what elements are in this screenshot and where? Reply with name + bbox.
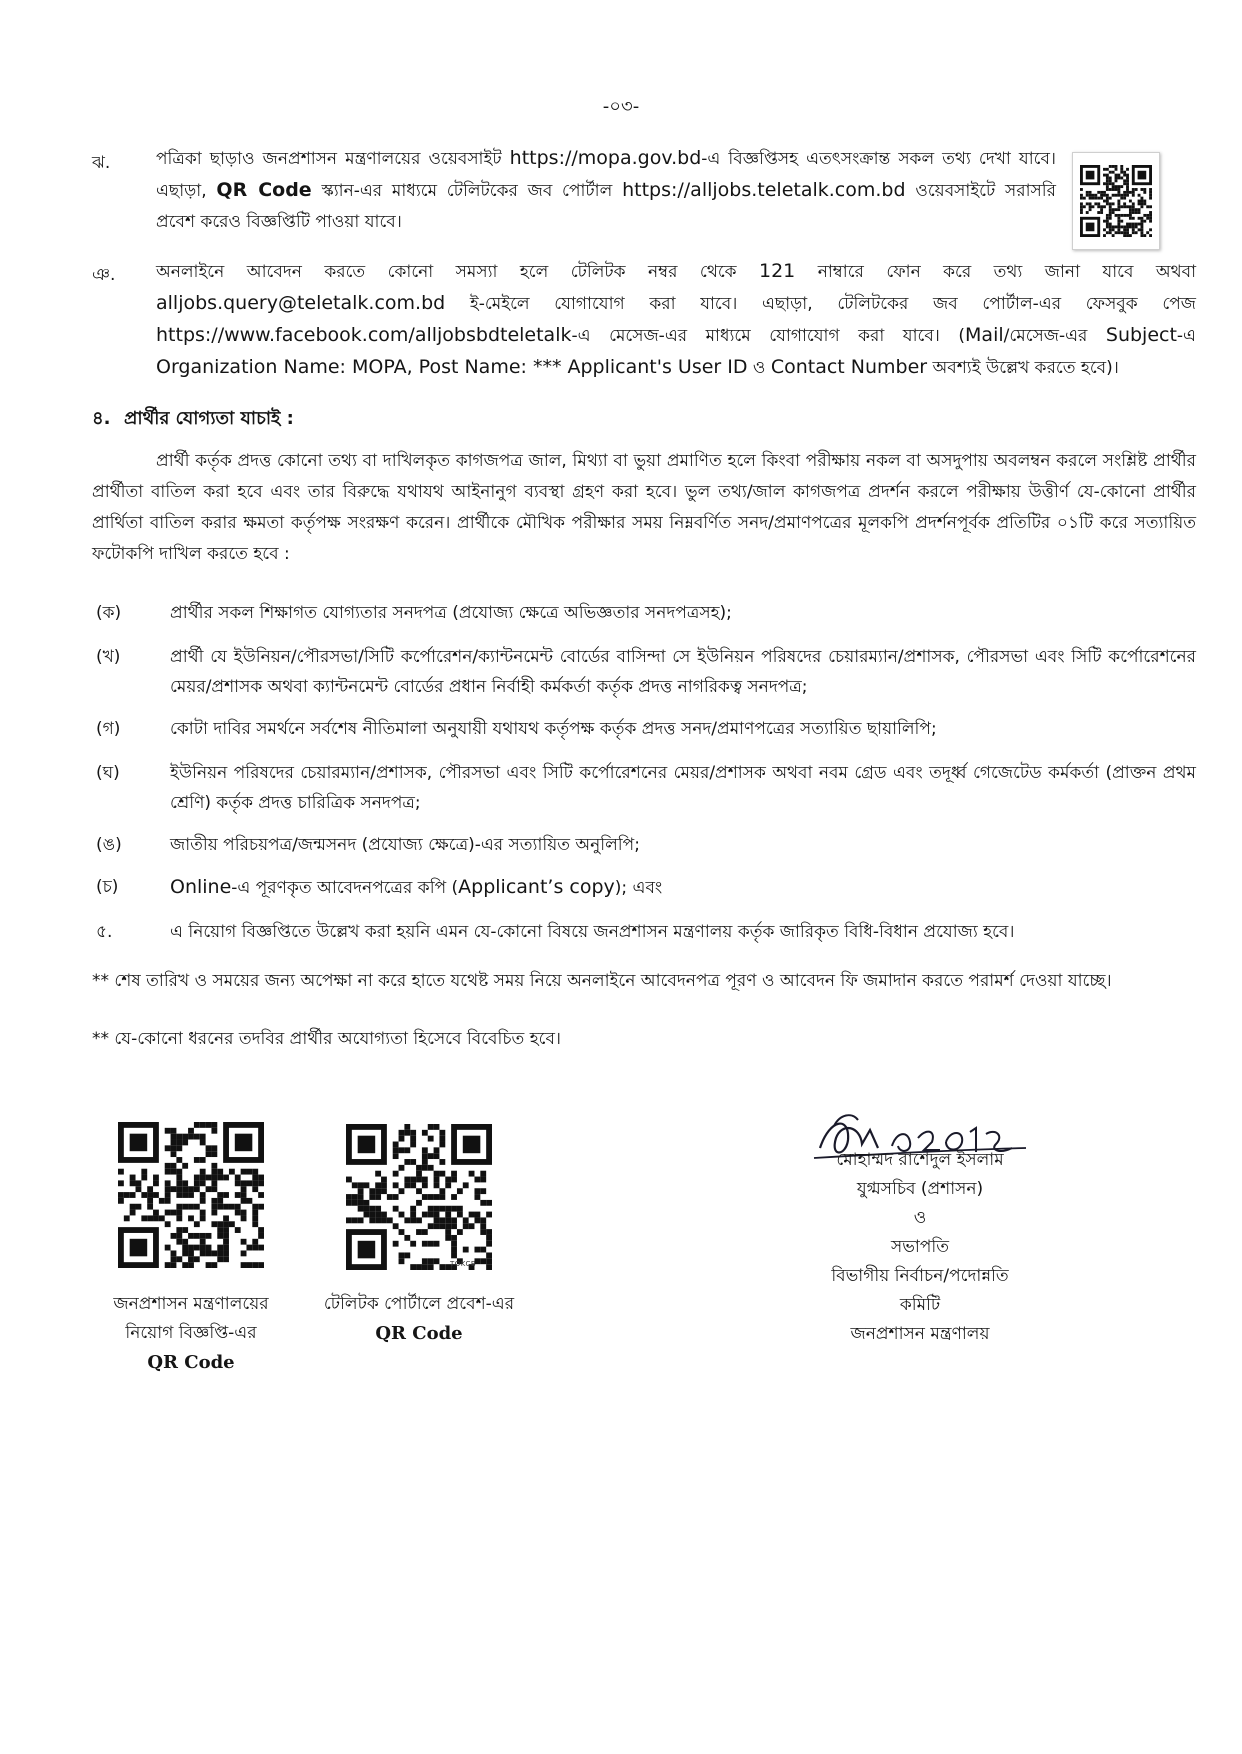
teletalk-qr-caption-line1: টেলিটক পোর্টালে প্রবেশ-এর — [323, 1294, 515, 1314]
section-4-title: প্রার্থীর যোগ্যতা যাচাই : — [124, 408, 294, 429]
teletalk-qr-caption-label: QR Code — [375, 1323, 463, 1344]
signatory-name: মোহাম্মদ রাশেদুল ইসলাম — [836, 1150, 1004, 1170]
signatory-block — [810, 1146, 1030, 1349]
signatory-committee: বিভাগীয় নির্বাচন/পদোন্নতি কমিটি — [831, 1266, 1009, 1315]
signatory-ministry: জনপ্রশাসন মন্ত্রণালয় — [850, 1324, 990, 1344]
note-deadline: ** শেষ তারিখ ও সময়ের জন্য অপেক্ষা না করে হাতে যথেষ্ট সময় নিয়ে অনলাইনে আবেদনপত্র পূরণ ও আবেদন ফি জমাদান করতে পরামর্শ দেওয়া যাচ্ছে। — [92, 971, 1112, 991]
list-item-cha-label: (চ) — [96, 877, 119, 897]
item-jha-label: ঝ. — [92, 153, 111, 173]
qr-tag: TOKCB — [450, 1260, 477, 1268]
section-4-intro: প্রার্থী কর্তৃক প্রদত্ত কোনো তথ্য বা দাখিলকৃত কাগজপত্র জাল, মিথ্যা বা ভুয়া প্রমাণিত হলে কিংবা পরীক্ষায় নকল বা অসদুপায় অবলম্বন করলে সংশ্লিষ্ট প্রার্থীর প্রার্থীতা বাতিল করা হবে এবং তার বিরুদ্ধে যথাযথ আইনানুগ ব্যবস্থা গ্রহণ করা হবে। ভুল তথ্য/জাল কাগজপত্র প্রদর্শন করলে পরীক্ষায় উত্তীর্ণ যে-কোনো প্রার্থীর প্রার্থিতা বাতিল করার ক্ষমতা কর্তৃপক্ষ সংরক্ষণ করেন। প্রার্থীকে মৌখিক পরীক্ষার সময় নিম্নবর্ণিত সনদ/প্রমাণপত্রের মূলকপি প্রদর্শনপূর্বক প্রতিটির ০১টি করে সত্যায়িত ফটোকপি দাখিল করতে হবে : — [92, 451, 1196, 564]
section-5-text: এ নিয়োগ বিজ্ঞপ্তিতে উল্লেখ করা হয়নি এমন যে-কোনো বিষয়ে জনপ্রশাসন মন্ত্রণালয় কর্তৃক জারিকৃত বিধি-বিধান প্রযোজ্য হবে। — [170, 922, 1015, 942]
list-item-cha-text: Online-এ পূরণকৃত আবেদনপত্রের কপি (Applicant’s copy); এবং — [170, 876, 663, 898]
list-item-gha-label: (ঘ) — [96, 763, 120, 783]
teletalk-portal-qr-code — [346, 1124, 492, 1270]
list-item-kha-text: প্রার্থী যে ইউনিয়ন/পৌরসভা/সিটি কর্পোরেশন/ক্যান্টনমেন্ট বোর্ডের বাসিন্দা সে ইউনিয়ন পরিষদের চেয়ারম্যান/প্রশাসক, পৌরসভা এবং সিটি কর্পোরেশনের মেয়র/প্রশাসক অথবা ক্যান্টনমেন্ট বোর্ডের প্রধান নির্বাহী কর্মকর্তা কর্তৃক প্রদত্ত নাগরিকত্ব সনদপত্র; — [170, 647, 1196, 697]
list-item-ka-text: প্রার্থীর সকল শিক্ষাগত যোগ্যতার সনদপত্র (প্রযোজ্য ক্ষেত্রে অভিজ্ঞতার সনদপত্রসহ); — [170, 603, 732, 623]
list-item-ga-text: কোটা দাবির সমর্থনে সর্বশেষ নীতিমালা অনুযায়ী যথাযথ কর্তৃপক্ষ কর্তৃক প্রদত্ত সনদ/প্রমাণপত্রের সত্যায়িত ছায়ালিপি; — [170, 719, 937, 739]
mopa-qr-caption-line2: নিয়োগ বিজ্ঞপ্তি-এর — [125, 1323, 257, 1343]
mopa-qr-caption — [80, 1290, 302, 1377]
teletalk-qr-caption — [296, 1290, 542, 1348]
item-nya-label: ঞ. — [92, 265, 116, 285]
note-lobbying: ** যে-কোনো ধরনের তদবির প্রার্থীর অযোগ্যতা হিসেবে বিবেচিত হবে। — [92, 1029, 561, 1049]
signatory-designation: যুগ্মসচিব (প্রশাসন) — [856, 1179, 984, 1199]
mopa-qr-caption-label: QR Code — [147, 1352, 235, 1373]
item-nya-text: অনলাইনে আবেদন করতে কোনো সমস্যা হলে টেলিটক নম্বর থেকে 121 নাম্বারে ফোন করে তথ্য জানা যাবে অথবা alljobs.query@teletalk.com.bd ই-মেইলে যোগাযোগ করা যাবে। এছাড়া, টেলিটকের জব পোর্টাল-এর ফেসবুক পেজ https://www.facebook.com/alljobsbdteletalk-এ মেসেজ-এর মাধ্যমে যোগাযোগ করা যাবে। (Mail/মেসেজ-এর Subject-এ Organization Name: MOPA, Post Name: *** Applicant's User ID ও Contact Number অবশ্যই উল্লেখ করতে হবে)। — [156, 260, 1196, 378]
page-number: -০৩- — [602, 96, 640, 117]
list-item-ka-label: (ক) — [96, 603, 122, 623]
mopa-qr-caption-line1: জনপ্রশাসন মন্ত্রণালয়ের — [113, 1294, 269, 1314]
list-item-ga-label: (গ) — [96, 719, 121, 739]
list-item-uma-label: (ঙ) — [96, 835, 122, 855]
list-item-gha-text: ইউনিয়ন পরিষদের চেয়ারম্যান/প্রশাসক, পৌরসভা এবং সিটি কর্পোরেশনের মেয়র/প্রশাসক অথবা নবম গ্রেড এবং তদূর্ধ্ব গেজেটেড কর্মকর্তা (প্রাক্তন প্রথম শ্রেণি) কর্তৃক প্রদত্ত চারিত্রিক সনদপত্র; — [170, 763, 1196, 813]
list-item-uma-text: জাতীয় পরিচয়পত্র/জন্মসনদ (প্রযোজ্য ক্ষেত্রে)-এর সত্যায়িত অনুলিপি; — [170, 835, 640, 855]
mopa-notice-qr-code — [118, 1122, 264, 1268]
section-4-number: ৪. — [92, 408, 111, 429]
signatory-conjunction: ও — [913, 1208, 927, 1228]
signatory-role: সভাপতি — [891, 1237, 949, 1257]
mopa-website-qr-code — [1072, 152, 1160, 250]
list-item-kha-label: (খ) — [96, 647, 121, 667]
section-5-number: ৫. — [96, 922, 113, 942]
item-jha-text: পত্রিকা ছাড়াও জনপ্রশাসন মন্ত্রণালয়ের ওয়েবসাইট https://mopa.gov.bd-এ বিজ্ঞপ্তিসহ এতৎসংক্রান্ত সকল তথ্য দেখা যাবে। এছাড়া, QR Code স্ক্যান-এর মাধ্যমে টেলিটকের জব পোর্টাল https://alljobs.teletalk.com.bd ওয়েবসাইটে সরাসরি প্রবেশ করেও বিজ্ঞপ্তিটি পাওয়া যাবে। — [156, 147, 1057, 232]
